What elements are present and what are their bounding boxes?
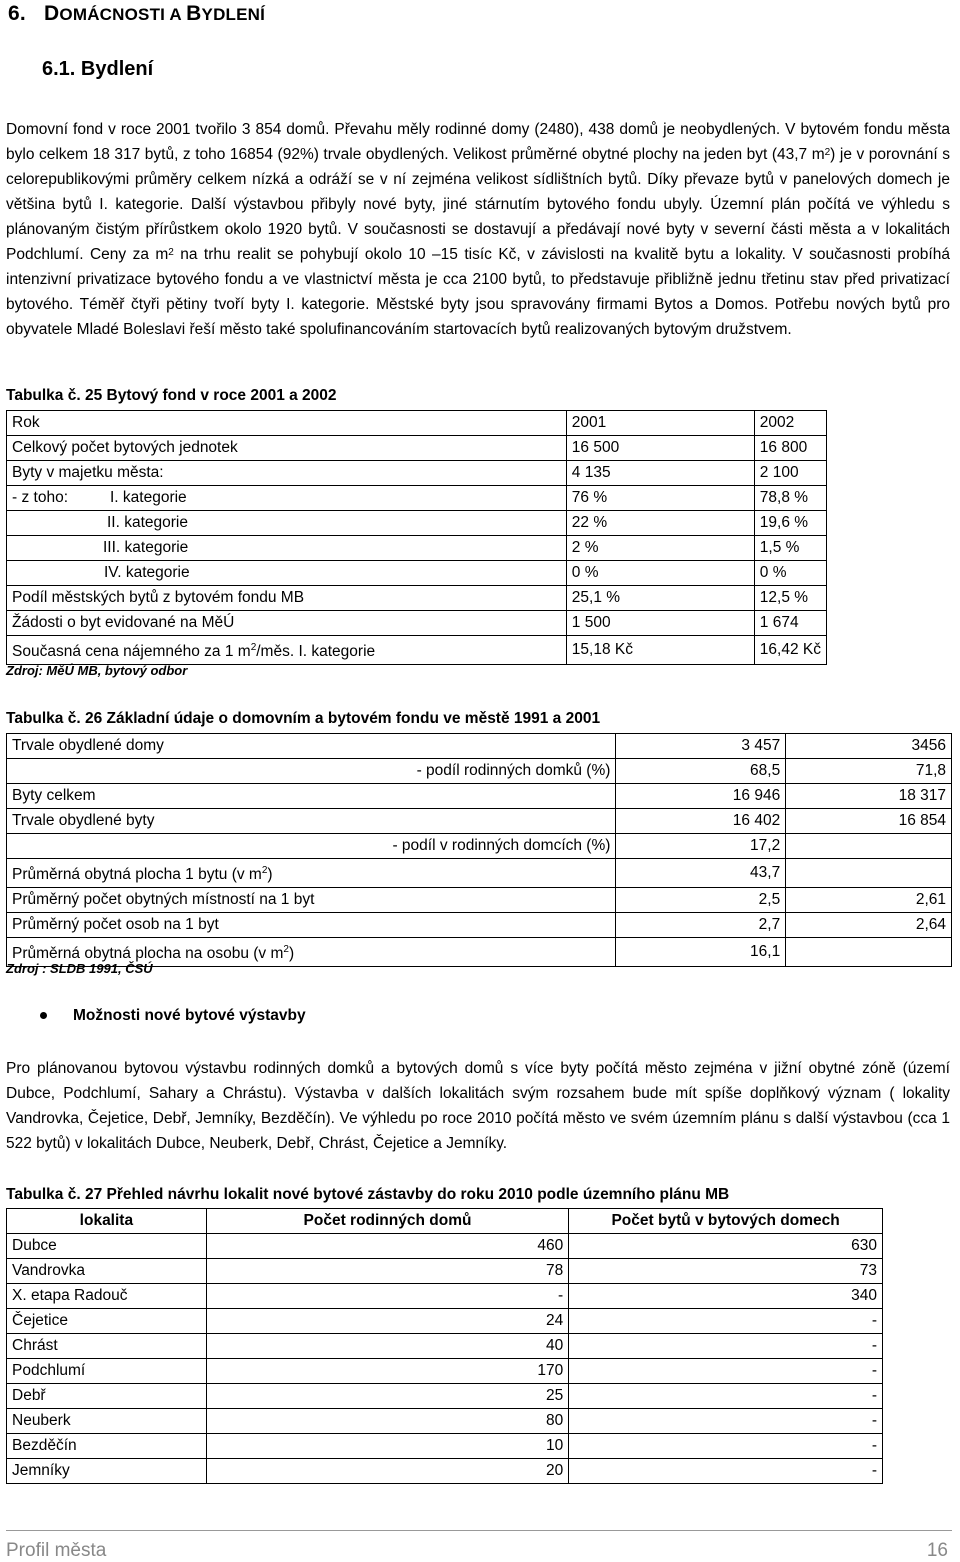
section-heading: 6.1. Bydlení — [42, 58, 154, 80]
footer-title: Profil města — [6, 1540, 107, 1561]
table-row: Současná cena nájemného za 1 $m^2$/měs. I. kategorie 15,18 Kč 16,42 Kč — [7, 636, 827, 665]
table-row: Průměrná obytná plocha 1 bytu (v $m^2$) 43,7 — [7, 859, 952, 888]
table-row: Celkový počet bytových jednotek 16 500 16 800 — [7, 436, 827, 461]
table-row: Žádosti o byt evidované na MěÚ 1 500 1 674 — [7, 611, 827, 636]
table-row: Trvale obydlené domy 3 457 3456 — [7, 734, 952, 759]
table-row: II. kategorie 22 % 19,6 % — [7, 511, 827, 536]
table-row: Byty v majetku města: 4 135 2 100 — [7, 461, 827, 486]
table-row: Debř 25 - — [7, 1384, 883, 1409]
table-row: Vandrovka 78 73 — [7, 1259, 883, 1284]
table-row: Průměrná obytná plocha na osobu (v $m^2$) 16,1 — [7, 938, 952, 967]
bullet-heading: Možnosti nové bytové výstavby — [40, 1007, 306, 1025]
table26 — [6, 733, 952, 967]
intro-paragraph: Domovní fond v roce 2001 tvořilo 3 854 domů. Převahu měly rodinné domy (2480), 438 domů je neobydlených. V bytovém fondu města bylo celkem 18 317 bytů, z toho 16854 (92%) trvale obydlených. Velikost průměrné obytné plochy na jeden byt (43,7 $m^2$) je v porovnání s celorepublikovými průměry celkem nízká a odráží se v ní zejména velikost sídlištních bytů. Díky převaze bytů v panelových domech je většina bytů I. kategorie. Další výstavbou přibyly nové byty, jiné stárnutím bytového fondu ubyly. Územní plán počítá ve výhledu s plánovaným čistým přírůstkem okolo 1920 bytů. V současnosti se dostavují a předávají nové byty v severní části města a v lokalitách Podchlumí. Ceny za $m^2$ na trhu realit se pohybují okolo 10 –15 tisíc Kč, v závislosti na kvalitě bytu a lokality. V současnosti probíhá intenzivní privatizace bytového fondu a ve vlastnictví města je cca 2100 bytů, to představuje přibližně jednu třetinu stav před privatizací bytového. Téměř čtyři pětiny tvoří byty I. kategorie. Městské byty jsou spravovány firmami Bytos a Domos. Potřebu nových bytů pro obyvatele Mladé Boleslavi řeší město také spolufinancováním startovacích bytů realizovaných bytovým družstvem. — [6, 121, 950, 338]
construction-paragraph: Pro plánovanou bytovou výstavbu rodinných domků a bytových domů s více byty počítá město zejména v jižní obytné zóně (území Dubce, Podchlumí, Sahary a Chrástu). Výstavba v dalších lokalitách svým rozsahem bude mít spíše doplňkový význam ( lokality Vandrovka, Čejetice, Debř, Jemníky, Bezděčín). Ve výhledu po roce 2010 počítá město ve svém územním plánu s další výstavbou (cca 1 522 bytů) v lokalitách Dubce, Neuberk, Debř, Chrást, Čejetice a Jemníky. — [6, 1060, 950, 1152]
table27-caption: Tabulka č. 27 Přehled návrhu lokalit nové bytové zástavby do roku 2010 podle územního plánu MB — [6, 1186, 730, 1203]
table-row: Průměrný počet obytných místností na 1 byt 2,5 2,61 — [7, 888, 952, 913]
table-row: Podíl městských bytů z bytovém fondu MB 25,1 % 12,5 % — [7, 586, 827, 611]
table-row: Bezděčín 10 - — [7, 1434, 883, 1459]
table-row: Jemníky 20 - — [7, 1459, 883, 1484]
table-row: Průměrný počet osob na 1 byt 2,7 2,64 — [7, 913, 952, 938]
chapter-heading: 6. DOMÁCNOSTI A BYDLENÍ — [8, 2, 266, 25]
table26-caption: Tabulka č. 26 Základní údaje o domovním a bytovém fondu ve městě 1991 a 2001 — [6, 710, 601, 727]
table-row: - podíl v rodinných domcích (%) 17,2 — [7, 834, 952, 859]
table-row: - z toho: I. kategorie 76 % 78,8 % — [7, 486, 827, 511]
table-row: III. kategorie 2 % 1,5 % — [7, 536, 827, 561]
table-row: - podíl rodinných domků (%) 68,5 71,8 — [7, 759, 952, 784]
table25 — [6, 410, 827, 665]
table-row: IV. kategorie 0 % 0 % — [7, 561, 827, 586]
table-row: Dubce 460 630 — [7, 1234, 883, 1259]
table-row: Čejetice 24 - — [7, 1309, 883, 1334]
table-row: Trvale obydlené byty 16 402 16 854 — [7, 809, 952, 834]
footer-divider — [6, 1530, 952, 1531]
table-row: Neuberk 80 - — [7, 1409, 883, 1434]
table-header-row: lokalita Počet rodinných domů Počet bytů v bytových domech — [7, 1209, 883, 1234]
table-row: Byty celkem 16 946 18 317 — [7, 784, 952, 809]
table27 — [6, 1208, 883, 1484]
table-row: Chrást 40 - — [7, 1334, 883, 1359]
table-row: Rok 2001 2002 — [7, 411, 827, 436]
table-row: Podchlumí 170 - — [7, 1359, 883, 1384]
table-row: X. etapa Radouč - 340 — [7, 1284, 883, 1309]
table26-source: Zdroj : SLDB 1991, ČSÚ — [6, 961, 153, 976]
page-number: 16 — [926, 1540, 948, 1561]
bullet-dot-icon — [40, 1012, 47, 1019]
table25-caption: Tabulka č. 25 Bytový fond v roce 2001 a 2002 — [6, 387, 337, 404]
table25-source: Zdroj: MěÚ MB, bytový odbor — [6, 663, 188, 678]
